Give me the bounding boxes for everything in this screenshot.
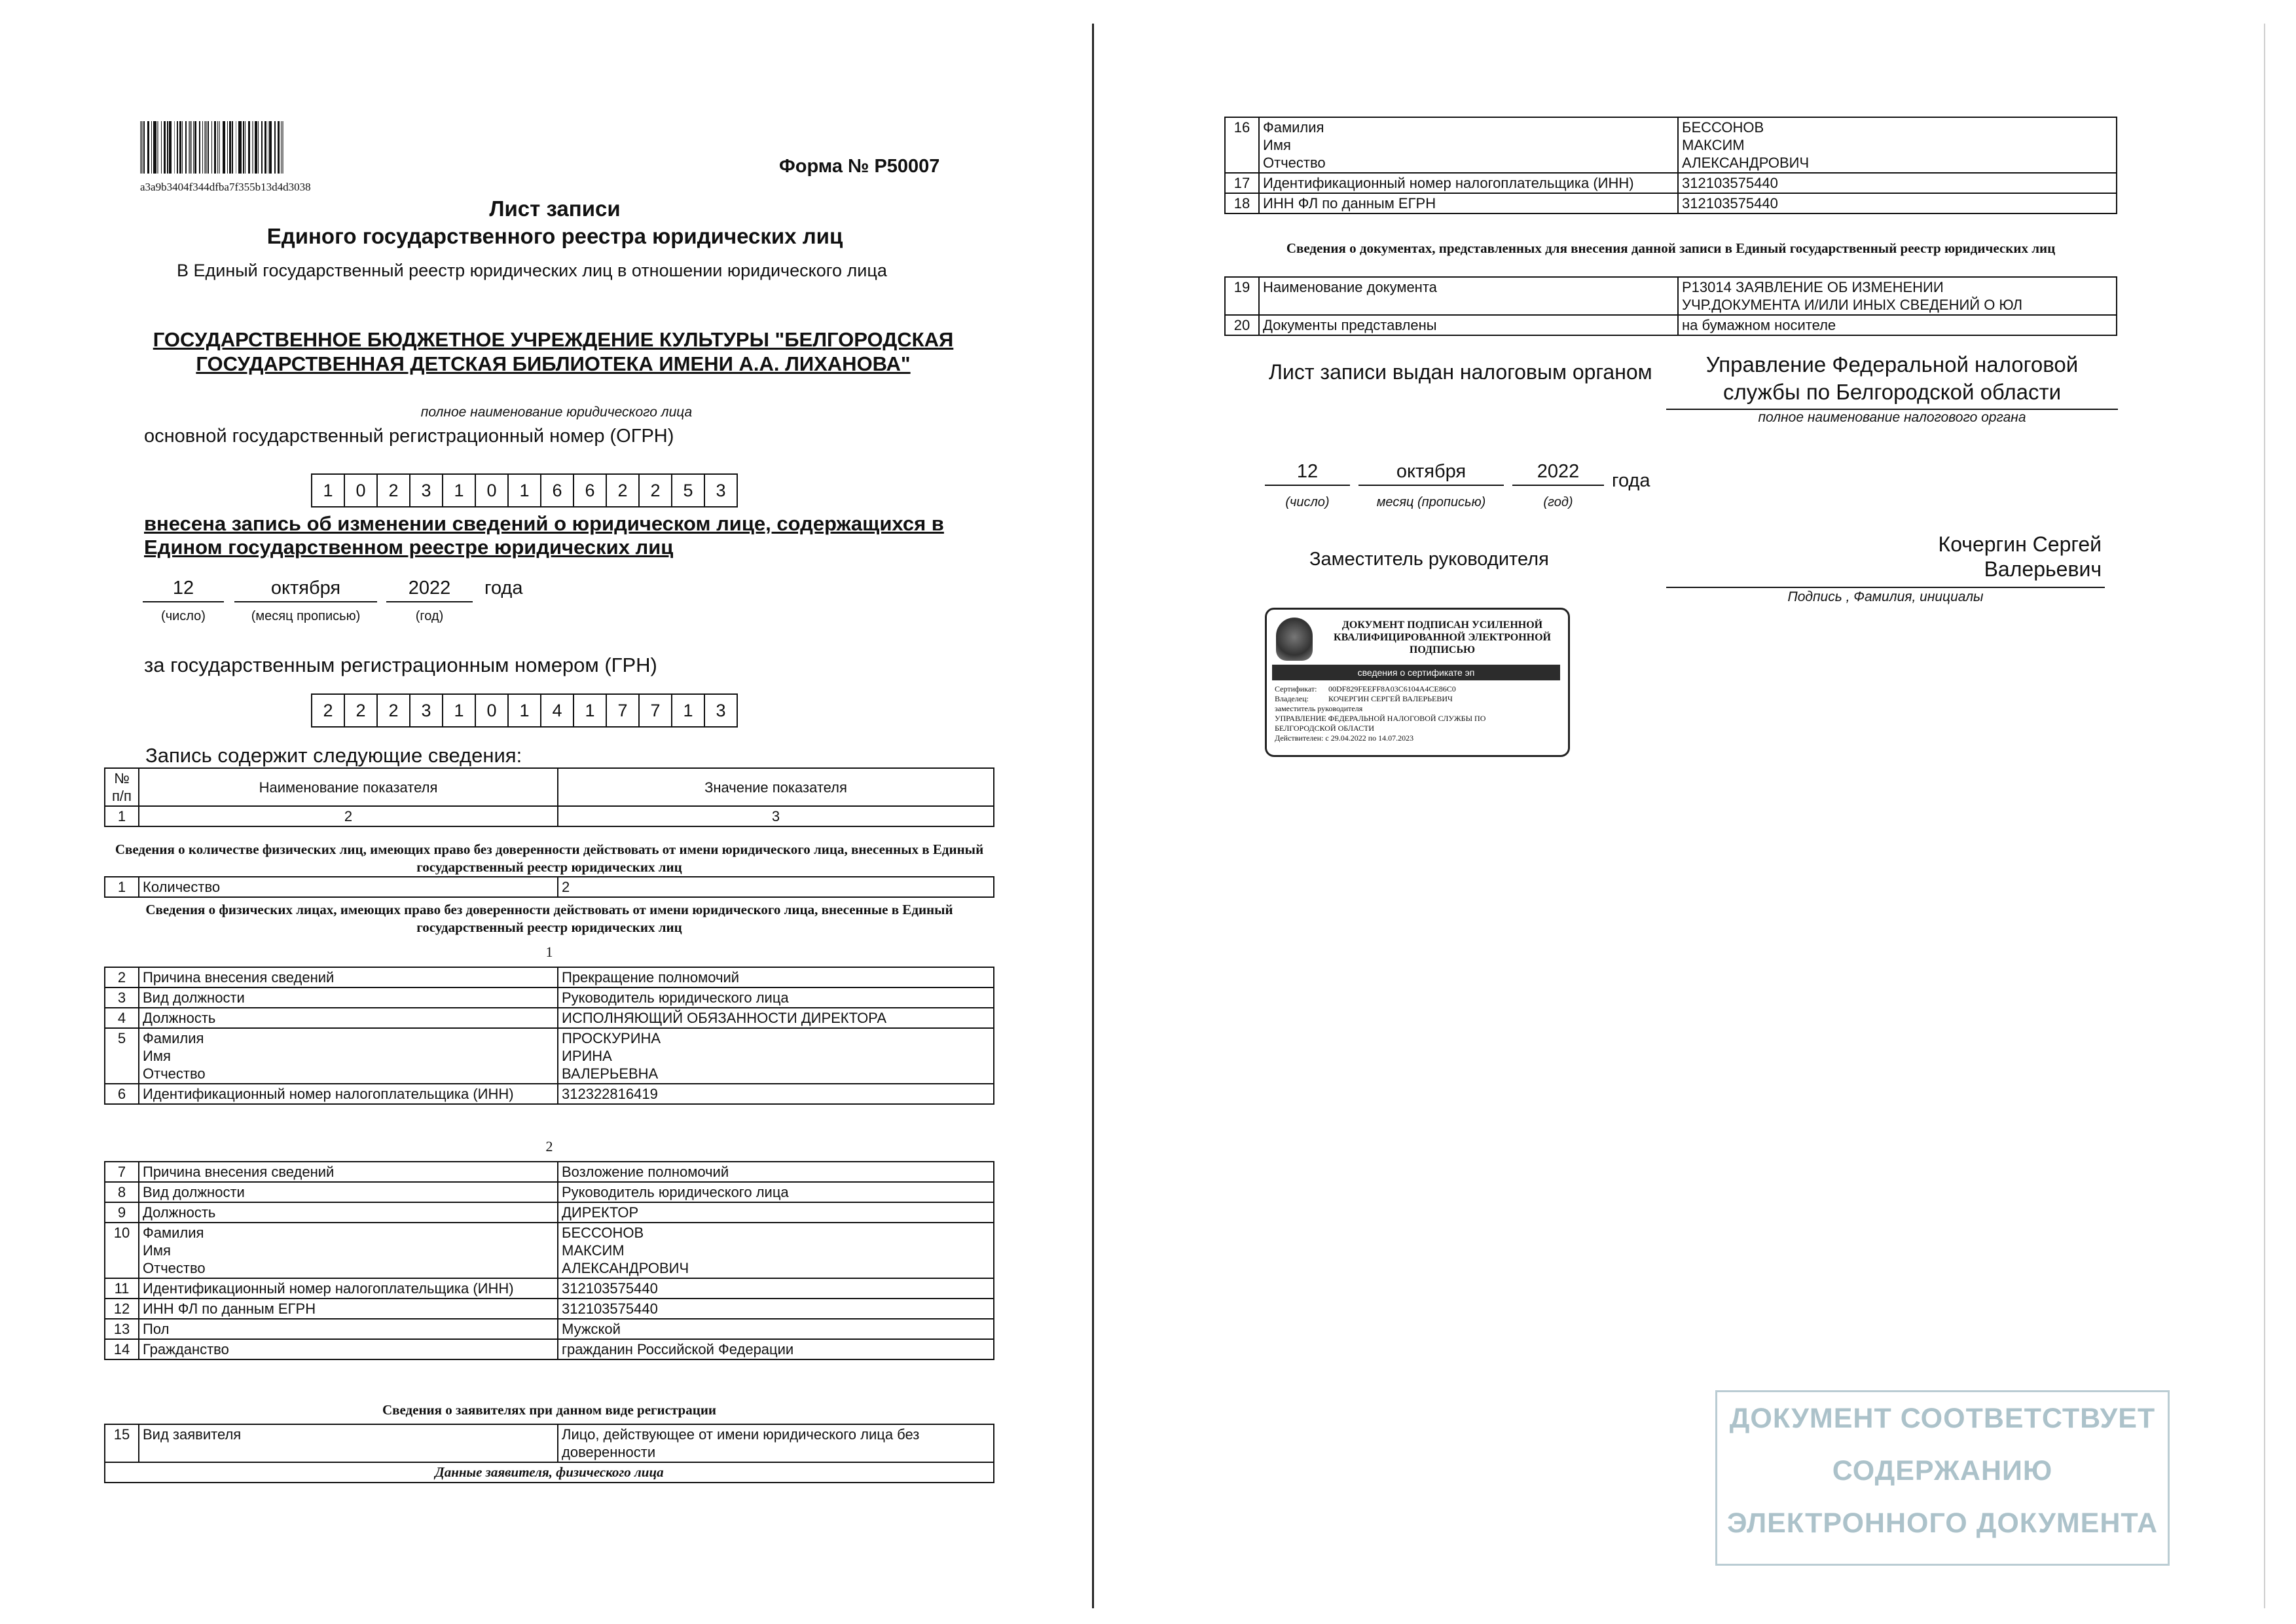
row-num: 14 — [105, 1339, 139, 1359]
barcode-bar — [261, 121, 263, 174]
barcode-bar — [274, 121, 276, 174]
count-row-value: 2 — [558, 877, 994, 897]
person1-table — [104, 967, 994, 1105]
row-name: Гражданство — [139, 1339, 558, 1359]
barcode-bar — [167, 121, 168, 174]
applicant-data-caption: Данные заявителя, физического лица — [105, 1462, 994, 1483]
grn-label: за государственным регистрационным номером (ГРН) — [144, 654, 657, 676]
form-number: Форма № Р50007 — [779, 156, 940, 177]
row-num: 12 — [105, 1299, 139, 1319]
applicant-row-num: 15 — [105, 1424, 139, 1462]
digit-cell: 1 — [574, 695, 607, 726]
barcode-bar — [194, 121, 196, 174]
row-num: 13 — [105, 1319, 139, 1339]
barcode-bar — [208, 121, 209, 174]
row-num: 3 — [105, 987, 139, 1008]
row-num: 6 — [105, 1084, 139, 1104]
signer-position: Заместитель руководителя — [1309, 549, 1549, 570]
barcode-bar — [264, 121, 266, 174]
table-row — [105, 1008, 994, 1028]
organization-name-caption: полное наименование юридического лица — [420, 405, 693, 420]
digit-cell: 1 — [509, 695, 541, 726]
digit-cell: 1 — [509, 475, 541, 506]
row-num: 20 — [1225, 315, 1259, 335]
row-num: 19 — [1225, 277, 1259, 315]
header-value: Значение показателя — [558, 768, 994, 806]
document-title: Лист записи — [489, 196, 621, 221]
row-num: 9 — [105, 1202, 139, 1223]
row-name: Фамилия Имя Отчество — [139, 1028, 558, 1084]
digit-cell: 2 — [312, 695, 345, 726]
applicant-row-name: Вид заявителя — [139, 1424, 558, 1462]
table-row — [1225, 277, 2117, 315]
digit-cell: 3 — [716, 481, 726, 500]
esig-line5: БЕЛГОРОДСКОЙ ОБЛАСТИ — [1275, 724, 1375, 733]
barcode-bar — [182, 121, 183, 174]
digit-cell: 0 — [345, 475, 378, 506]
esig-cert-value: 00DF829FEEFF8A03C6104A4CE86C0 — [1328, 684, 1456, 693]
barcode-bar — [164, 121, 166, 174]
issue-date-month-caption: месяц (прописью) — [1376, 495, 1486, 509]
row-value: Р13014 ЗАЯВЛЕНИЕ ОБ ИЗМЕНЕНИИ УЧР.ДОКУМЕНТА И/ИЛИ ИНЫХ СВЕДЕНИЙ О ЮЛ — [1678, 277, 2117, 315]
digit-cell: 7 — [607, 695, 640, 726]
digit-cell: 4 — [541, 695, 574, 726]
table-row — [105, 987, 994, 1008]
barcode-bar — [245, 121, 246, 174]
row-value: Руководитель юридического лица — [558, 987, 994, 1008]
row-num: 17 — [1225, 173, 1259, 193]
entry-date-month: октября — [234, 575, 377, 602]
barcode-image — [140, 121, 317, 174]
row-name: Вид должности — [139, 987, 558, 1008]
entry-date-day: 12 — [143, 575, 224, 602]
row-value: на бумажном носителе — [1678, 315, 2117, 335]
row-value: ИСПОЛНЯЮЩИЙ ОБЯЗАННОСТИ ДИРЕКТОРА — [558, 1008, 994, 1028]
row-value: ПРОСКУРИНА ИРИНА ВАЛЕРЬЕВНА — [558, 1028, 994, 1084]
row-num: 5 — [105, 1028, 139, 1084]
section-documents-heading: Сведения о документах, представленных для внесения данной записи в Единый государственный реестр юридических лиц — [1286, 240, 2056, 256]
row-name: Должность — [139, 1202, 558, 1223]
esig-title: ДОКУМЕНТ ПОДПИСАН УСИЛЕННОЙ КВАЛИФИЦИРОВАННОЙ ЭЛЕКТРОННОЙ ПОДПИСЬЮ — [1333, 619, 1551, 655]
row-name: Фамилия Имя Отчество — [139, 1223, 558, 1278]
barcode-bar — [214, 121, 216, 174]
row-value: ДИРЕКТОР — [558, 1202, 994, 1223]
table-row — [105, 1223, 994, 1278]
table-row — [105, 967, 994, 987]
row-num: 18 — [1225, 193, 1259, 213]
row-name: Документы представлены — [1259, 315, 1678, 335]
row-name: Идентификационный номер налогоплательщика (ИНН) — [139, 1278, 558, 1299]
intro-text: В Единый государственный реестр юридических лиц в отношении юридического лица — [177, 261, 887, 280]
barcode-bar — [229, 121, 231, 174]
row-num: 16 — [1225, 117, 1259, 173]
row-name: Фамилия Имя Отчество — [1259, 117, 1678, 173]
digit-cell: 1 — [672, 695, 705, 726]
header-name: Наименование показателя — [139, 768, 558, 806]
row-value: Руководитель юридического лица — [558, 1182, 994, 1202]
applicant-table — [104, 1424, 994, 1483]
coat-of-arms-icon — [1276, 618, 1313, 661]
row-num: 8 — [105, 1182, 139, 1202]
barcode-bar — [204, 121, 207, 174]
barcode-bar — [161, 121, 162, 174]
barcode-bar — [143, 121, 145, 174]
table-row — [105, 1299, 994, 1319]
barcode-bar — [282, 121, 283, 174]
issue-date-day: 12 — [1265, 458, 1350, 486]
stamp-line3: ЭЛЕКТРОННОГО ДОКУМЕНТА — [1726, 1507, 2158, 1539]
issue-date-month: октября — [1358, 458, 1504, 486]
count-row-num: 1 — [105, 877, 139, 897]
table-row — [1225, 315, 2117, 335]
entry-date-month-caption: (месяц прописью) — [251, 609, 361, 623]
entry-date-day-caption: (число) — [161, 609, 206, 623]
row-value: БЕССОНОВ МАКСИМ АЛЕКСАНДРОВИЧ — [558, 1223, 994, 1278]
barcode-bar — [269, 121, 272, 174]
table-row — [105, 1182, 994, 1202]
stamp-line2: СОДЕРЖАНИЮ — [1832, 1455, 2053, 1486]
row-name: ИНН ФЛ по данным ЕГРН — [139, 1299, 558, 1319]
digit-cell: 5 — [672, 475, 705, 506]
person-continuation-table — [1224, 117, 2117, 214]
barcode-bar — [153, 121, 156, 174]
table-row — [105, 1202, 994, 1223]
row-num: 2 — [105, 967, 139, 987]
row-value: 312322816419 — [558, 1084, 994, 1104]
header-col2: 2 — [139, 806, 558, 826]
entry-date-year: 2022 — [386, 575, 473, 602]
entry-date-word: года — [484, 578, 523, 599]
barcode-bar — [278, 121, 280, 174]
issued-label: Лист записи выдан налоговым органом — [1269, 360, 1652, 384]
signature-caption: Подпись , Фамилия, инициалы — [1787, 589, 1984, 604]
organization-name: ГОСУДАРСТВЕННОЕ БЮДЖЕТНОЕ УЧРЕЖДЕНИЕ КУЛЬТУРЫ "БЕЛГОРОДСКАЯ ГОСУДАРСТВЕННАЯ ДЕТСКАЯ БИБЛИОТЕКА ИМЕНИ А.А. ЛИХАНОВА" — [153, 328, 954, 375]
row-value: 312103575440 — [558, 1299, 994, 1319]
barcode-bar — [169, 121, 172, 174]
issue-date-word: года — [1612, 470, 1650, 491]
row-value: гражданин Российской Федерации — [558, 1339, 994, 1359]
row-num: 4 — [105, 1008, 139, 1028]
table-row — [105, 1278, 994, 1299]
row-value: 312103575440 — [1678, 173, 2117, 193]
barcode-bar — [189, 121, 192, 174]
digit-cell: 2 — [378, 475, 410, 506]
digit-cell: 1 — [443, 695, 476, 726]
esig-valid: Действителен: с 29.04.2022 по 14.07.2023 — [1275, 733, 1414, 743]
barcode-bar — [238, 121, 242, 174]
count-table — [104, 876, 994, 898]
barcode-bar — [185, 121, 187, 174]
row-name: Идентификационный номер налогоплательщика (ИНН) — [139, 1084, 558, 1104]
row-name: Причина внесения сведений — [139, 967, 558, 987]
barcode-bar — [227, 121, 228, 174]
row-value: Прекращение полномочий — [558, 967, 994, 987]
row-num: 7 — [105, 1162, 139, 1182]
tax-authority-name: Управление Федеральной налоговой службы по Белгородской области — [1705, 352, 2079, 404]
digit-cell: 2 — [345, 695, 378, 726]
barcode-bar — [281, 121, 282, 174]
header-num: № п/п — [105, 768, 139, 806]
digit-cell: 2 — [607, 475, 640, 506]
esig-owner-value: КОЧЕРГИН СЕРГЕЙ ВАЛЕРЬЕВИЧ — [1328, 694, 1453, 703]
barcode-bar — [157, 121, 158, 174]
applicant-row-value: Лицо, действующее от имени юридического лица без доверенности — [558, 1424, 994, 1462]
row-num: 11 — [105, 1278, 139, 1299]
table-row — [105, 1339, 994, 1359]
digit-cell: 7 — [640, 695, 672, 726]
digit-cell: 3 — [410, 695, 443, 726]
row-value: 312103575440 — [558, 1278, 994, 1299]
digit-cell: 0 — [476, 695, 509, 726]
barcode-bar — [258, 121, 259, 174]
barcode-bar — [223, 121, 225, 174]
issue-date-year-caption: (год) — [1543, 495, 1573, 509]
electronic-signature-stamp — [1265, 608, 1570, 757]
barcode-bar — [211, 121, 212, 174]
barcode-bar — [179, 121, 181, 174]
entry-date-year-caption: (год) — [415, 609, 444, 623]
section-count-heading: Сведения о количестве физических лиц, имеющих право без доверенности действовать от имени юридического лица, внесенных в Единый государственный реестр юридических лиц — [115, 841, 984, 875]
esig-cert-label: Сертификат: — [1275, 684, 1317, 693]
esig-line4: УПРАВЛЕНИЕ ФЕДЕРАЛЬНОЙ НАЛОГОВОЙ СЛУЖБЫ ПО — [1275, 714, 1486, 723]
barcode-bar — [177, 121, 178, 174]
esig-line3: заместитель руководителя — [1275, 704, 1363, 713]
ogrn-label: основной государственный регистрационный номер (ОГРН) — [144, 426, 674, 447]
barcode-bar — [140, 121, 143, 174]
barcode-bar — [248, 121, 250, 174]
count-row-name: Количество — [139, 877, 558, 897]
barcode-bar — [219, 121, 220, 174]
documents-table — [1224, 276, 2117, 336]
table-row — [105, 1028, 994, 1084]
row-name: ИНН ФЛ по данным ЕГРН — [1259, 193, 1678, 213]
table-row — [105, 1319, 994, 1339]
grn-number — [311, 693, 738, 728]
page-edge-line — [2264, 24, 2265, 1608]
row-value: БЕССОНОВ МАКСИМ АЛЕКСАНДРОВИЧ — [1678, 117, 2117, 173]
barcode-bar — [252, 121, 253, 174]
barcode-bar — [217, 121, 218, 174]
digit-cell: 6 — [541, 475, 574, 506]
barcode-bar — [147, 121, 149, 174]
table-row — [105, 1162, 994, 1182]
signature-underline — [1666, 587, 2105, 588]
row-name: Наименование документа — [1259, 277, 1678, 315]
barcode-bar — [243, 121, 244, 174]
contains-label: Запись содержит следующие сведения: — [145, 744, 522, 767]
section-persons-heading: Сведения о физических лицах, имеющих право без доверенности действовать от имени юридического лица, внесенные в Единый государственный реестр юридических лиц — [145, 902, 953, 935]
barcode-code: a3a9b3404f344dfba7f355b13d4d3038 — [140, 181, 311, 193]
person2-table — [104, 1161, 994, 1360]
row-num: 10 — [105, 1223, 139, 1278]
header-col1: 1 — [105, 806, 139, 826]
table-row — [1225, 193, 2117, 213]
table-row — [105, 1084, 994, 1104]
stamp-line1: ДОКУМЕНТ СООТВЕТСТВУЕТ — [1729, 1403, 2156, 1434]
row-name: Пол — [139, 1319, 558, 1339]
digit-cell: 2 — [640, 475, 672, 506]
table-row — [1225, 117, 2117, 173]
barcode-bar — [193, 121, 194, 174]
row-value: Возложение полномочий — [558, 1162, 994, 1182]
barcode-bar — [199, 121, 200, 174]
esig-owner-label: Владелец: — [1275, 694, 1309, 703]
issue-date-day-caption: (число) — [1285, 495, 1330, 509]
authority-caption: полное наименование налогового органа — [1758, 410, 2026, 425]
row-value: Мужской — [558, 1319, 994, 1339]
table-row — [1225, 173, 2117, 193]
row-name: Идентификационный номер налогоплательщика (ИНН) — [1259, 173, 1678, 193]
barcode-bar — [255, 121, 257, 174]
barcode-bar — [174, 121, 175, 174]
digit-cell: 1 — [443, 475, 476, 506]
row-name: Причина внесения сведений — [139, 1162, 558, 1182]
ogrn-number — [311, 473, 738, 507]
barcode-bar — [151, 121, 152, 174]
signer-name: Кочергин Сергей Валерьевич — [1938, 532, 2102, 581]
row-name: Вид должности — [139, 1182, 558, 1202]
digit-cell: 1 — [312, 475, 345, 506]
row-value: 312103575440 — [1678, 193, 2117, 213]
person2-number: 2 — [545, 1138, 553, 1154]
digit-cell: 0 — [476, 475, 509, 506]
issue-date-year: 2022 — [1512, 458, 1604, 486]
digit-cell: 6 — [574, 475, 607, 506]
info-table-header — [104, 767, 994, 827]
esig-details — [1275, 684, 1563, 743]
barcode-bar — [232, 121, 233, 174]
digit-cell: 3 — [716, 701, 726, 720]
row-name: Должность — [139, 1008, 558, 1028]
digit-cell: 3 — [410, 475, 443, 506]
person1-number: 1 — [545, 944, 553, 960]
esig-band: сведения о сертификате эп — [1272, 665, 1560, 680]
document-subtitle: Единого государственного реестра юридических лиц — [266, 224, 843, 248]
header-col3: 3 — [558, 806, 994, 826]
conformity-stamp — [1715, 1390, 2170, 1566]
barcode-bar — [202, 121, 203, 174]
entry-made-text: внесена запись об изменении сведений о юридическом лице, содержащихся в Едином государственном реестре юридических лиц — [144, 512, 944, 559]
section-applicants-heading: Сведения о заявителях при данном виде регистрации — [382, 1402, 717, 1418]
page-fold-line — [1092, 24, 1094, 1608]
digit-cell: 2 — [378, 695, 410, 726]
